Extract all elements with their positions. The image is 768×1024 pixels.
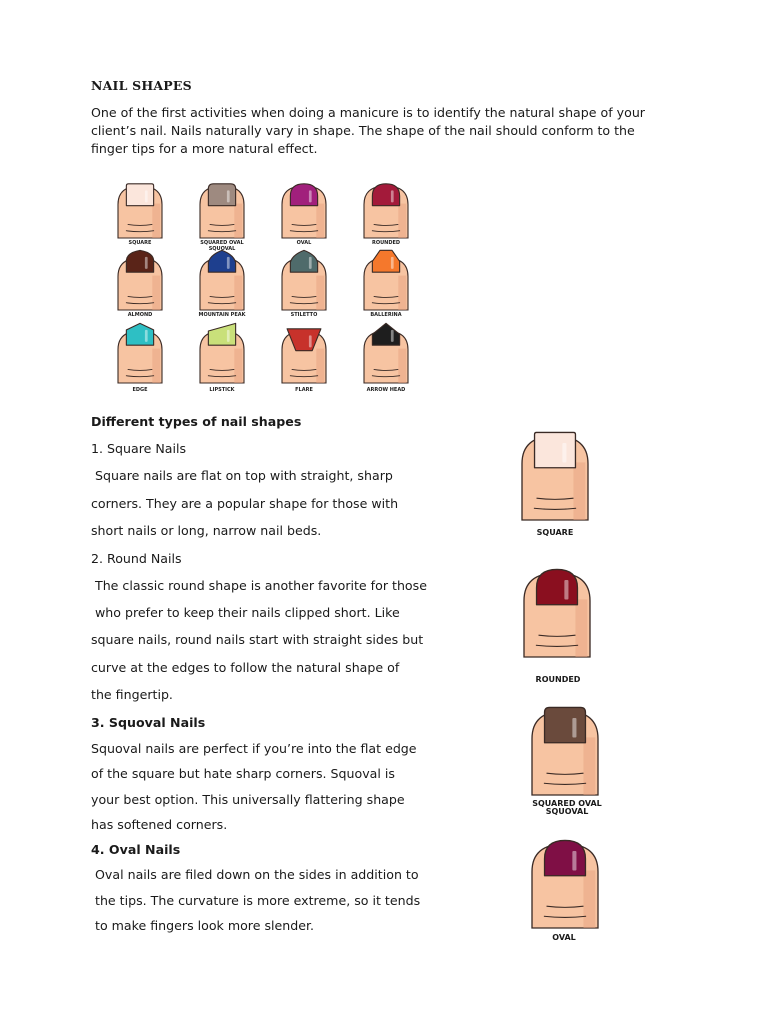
side-square-illustration bbox=[516, 428, 596, 528]
subheading: 3. Squoval Nails bbox=[91, 715, 206, 730]
grid-label-flare: FLARE bbox=[295, 387, 313, 393]
side-oval-illustration bbox=[526, 836, 606, 936]
text-line: short nails or long, narrow nail beds. bbox=[91, 523, 322, 538]
text-line: the fingertip. bbox=[91, 687, 173, 702]
grid-label-square: SQUARE bbox=[128, 240, 152, 246]
finger-illustration bbox=[532, 707, 598, 795]
intro-line: finger tips for a more natural effect. bbox=[91, 141, 318, 157]
grid-label-almond: ALMOND bbox=[127, 312, 153, 318]
finger-illustration bbox=[118, 250, 162, 310]
side-label-rounded: ROUNDED bbox=[535, 675, 581, 684]
finger-illustration bbox=[532, 840, 598, 928]
grid-label-arrow-head: ARROW HEAD bbox=[366, 387, 406, 393]
text-line: Square nails are flat on top with straight, sharp bbox=[91, 468, 393, 483]
grid-label-edge: EDGE bbox=[132, 387, 148, 393]
finger-illustration bbox=[282, 329, 326, 383]
grid-label-rounded: ROUNDED bbox=[371, 240, 401, 246]
text-line: your best option. This universally flattering shape bbox=[91, 792, 405, 807]
side-label-square: SQUARE bbox=[536, 528, 574, 537]
text-line: corners. They are a popular shape for those with bbox=[91, 496, 399, 511]
finger-illustration bbox=[118, 184, 162, 238]
text-line: of the square but hate sharp corners. Squoval is bbox=[91, 766, 395, 781]
finger-illustration bbox=[200, 184, 244, 238]
side-label-squoval: SQUARED OVAL SQUOVAL bbox=[532, 799, 602, 816]
finger-illustration bbox=[282, 184, 326, 238]
text-line: Squoval nails are perfect if you’re into the flat edge bbox=[91, 741, 417, 756]
text-line: The classic round shape is another favorite for those bbox=[91, 578, 427, 593]
grid-label-ballerina: BALLERINA bbox=[370, 312, 402, 318]
text-line: to make fingers look more slender. bbox=[91, 918, 315, 933]
intro-line: client’s nail. Nails naturally vary in shape. The shape of the nail should conform to the bbox=[91, 123, 635, 139]
intro-line: One of the first activities when doing a manicure is to identify the natural shape of your bbox=[91, 105, 645, 120]
text-line: 1. Square Nails bbox=[91, 441, 187, 456]
grid-label-stiletto: STILETTO bbox=[290, 312, 318, 318]
subheading: 4. Oval Nails bbox=[91, 842, 181, 857]
finger-illustration bbox=[364, 184, 408, 238]
finger-illustration bbox=[118, 323, 162, 383]
side-rounded-illustration bbox=[518, 565, 598, 665]
text-line: square nails, round nails start with straight sides but bbox=[91, 632, 424, 647]
grid-label-squoval: SQUARED OVAL SQUOVAL bbox=[200, 240, 244, 252]
finger-illustration bbox=[282, 250, 326, 310]
finger-illustration bbox=[200, 250, 244, 310]
section-heading: Different types of nail shapes bbox=[91, 414, 302, 429]
grid-label-lipstick: LIPSTICK bbox=[209, 387, 235, 393]
text-line: who prefer to keep their nails clipped short. Like bbox=[91, 605, 400, 620]
side-squoval-illustration bbox=[526, 703, 606, 803]
finger-illustration bbox=[200, 323, 244, 383]
finger-illustration bbox=[364, 323, 408, 383]
finger-illustration bbox=[522, 432, 588, 520]
text-line: Oval nails are filed down on the sides in addition to bbox=[91, 867, 419, 882]
grid-label-mountain-peak: MOUNTAIN PEAK bbox=[198, 312, 246, 318]
text-line: 2. Round Nails bbox=[91, 551, 182, 566]
intro-paragraph bbox=[91, 104, 661, 159]
text-line: the tips. The curvature is more extreme, so it tends bbox=[91, 893, 421, 908]
text-line: has softened corners. bbox=[91, 817, 228, 832]
finger-illustration bbox=[524, 569, 590, 657]
side-label-oval: OVAL bbox=[552, 933, 576, 942]
text-line: curve at the edges to follow the natural shape of bbox=[91, 660, 400, 675]
page-title: NAIL SHAPES bbox=[91, 78, 192, 93]
nail-shapes-grid bbox=[100, 168, 430, 400]
finger-illustration bbox=[364, 250, 408, 310]
nail-grid-svg bbox=[100, 168, 430, 400]
grid-label-oval: OVAL bbox=[296, 240, 312, 246]
